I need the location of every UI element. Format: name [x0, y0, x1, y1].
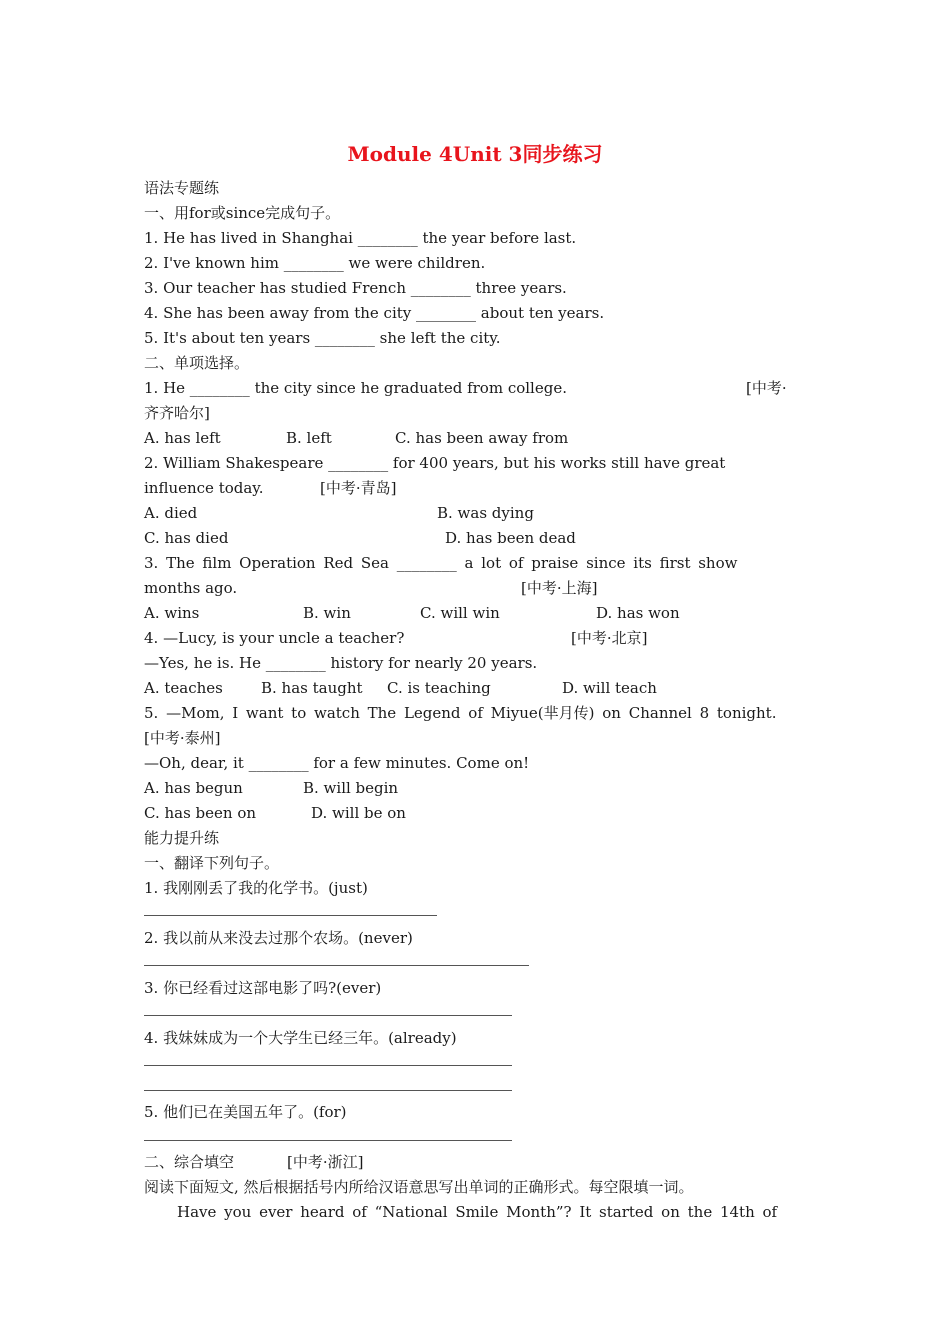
q4-stem: 4. —Lucy, is your uncle a teacher?: [144, 629, 405, 647]
fill-item-4: 4. She has been away from the city ________ about ten years.: [144, 304, 605, 322]
translate-item-3: 3. 你已经看过这部电影了吗?(ever): [144, 979, 382, 997]
cloze-instruction: 阅读下面短文, 然后根据括号内所给汉语意思写出单词的正确形式。每空限填一词。: [144, 1178, 694, 1196]
translate-item-1: 1. 我刚刚丢了我的化学书。(just): [144, 879, 368, 897]
answer-line-3: [144, 1015, 512, 1016]
q3-option-d: D. has won: [596, 604, 680, 622]
section-heading-ability: 能力提升练: [144, 829, 220, 847]
q2-source: [中考·青岛]: [320, 479, 397, 497]
q1-option-b: B. left: [286, 429, 332, 447]
answer-line-4a: [144, 1065, 512, 1066]
part-title-single-choice: 二、单项选择。: [144, 354, 250, 372]
answer-line-4b: [144, 1090, 512, 1091]
fill-item-1: 1. He has lived in Shanghai ________ the year before last.: [144, 229, 577, 247]
q5-stem: 5. —Mom, I want to watch The Legend of Miyue(芈月传) on Channel 8 tonight.: [144, 704, 777, 722]
cloze-passage-start: Have you ever heard of “National Smile Month”? It started on the 14th of: [177, 1203, 778, 1221]
translate-item-4: 4. 我妹妹成为一个大学生已经三年。(already): [144, 1029, 457, 1047]
q2-stem: [144, 453, 806, 473]
fill-item-5: 5. It's about ten years ________ she left the city.: [144, 329, 501, 347]
translate-item-5: 5. 他们已在美国五年了。(for): [144, 1103, 347, 1121]
answer-line-2: [144, 965, 529, 966]
q3-stem-cont: months ago.: [144, 579, 238, 597]
q4-option-a: A. teaches: [144, 679, 223, 697]
q3-option-a: A. wins: [144, 604, 200, 622]
q2-option-b: B. was dying: [437, 504, 534, 522]
q5-source: [中考·泰州]: [144, 729, 221, 747]
q5-option-c: C. has been on: [144, 804, 257, 822]
q4-option-b: B. has taught: [261, 679, 363, 697]
q5-option-d: D. will be on: [311, 804, 406, 822]
q1-source: [中考·: [746, 379, 787, 397]
part-title-for-since: 一、用for或since完成句子。: [144, 204, 341, 222]
q3-stem: 3. The film Operation Red Sea ________ a lot of praise since its first show: [144, 554, 738, 572]
q3-option-b: B. win: [303, 604, 351, 622]
translate-item-2: 2. 我以前从来没去过那个农场。(never): [144, 929, 413, 947]
page-title: Module 4Unit 3同步练习: [347, 142, 603, 166]
q2-stem-text: 2. William Shakespeare ________ for 400 years, but his works still have great: [144, 454, 726, 472]
q5-reply: —Oh, dear, it ________ for a few minutes. Come on!: [144, 754, 530, 772]
q1-option-a: A. has left: [144, 429, 221, 447]
q4-option-c: C. is teaching: [387, 679, 491, 697]
q5-option-a: A. has begun: [144, 779, 243, 797]
q1-option-c: C. has been away from: [395, 429, 569, 447]
answer-line-1: [144, 915, 437, 916]
q3-option-c: C. will win: [420, 604, 500, 622]
q2-option-a: A. died: [144, 504, 198, 522]
q3-source: [中考·上海]: [521, 579, 598, 597]
part-title-translate: 一、翻译下列句子。: [144, 854, 280, 872]
q1-stem: 1. He ________ the city since he graduated from college.: [144, 379, 567, 397]
q4-source: [中考·北京]: [571, 629, 648, 647]
q4-reply: —Yes, he is. He ________ history for nearly 20 years.: [144, 654, 538, 672]
part-title-cloze: 二、综合填空: [144, 1153, 235, 1171]
q4-option-d: D. will teach: [562, 679, 657, 697]
cloze-source: [中考·浙江]: [287, 1153, 364, 1171]
section-heading-grammar: 语法专题练: [144, 179, 220, 197]
q2-stem-cont: influence today.: [144, 479, 264, 497]
q1-source-cont: 齐齐哈尔]: [144, 404, 210, 422]
q2-option-d: D. has been dead: [445, 529, 576, 547]
answer-line-5: [144, 1140, 512, 1141]
q5-option-b: B. will begin: [303, 779, 399, 797]
fill-item-2: 2. I've known him ________ we were children.: [144, 254, 486, 272]
q2-option-c: C. has died: [144, 529, 229, 547]
fill-item-3: 3. Our teacher has studied French ________ three years.: [144, 279, 567, 297]
